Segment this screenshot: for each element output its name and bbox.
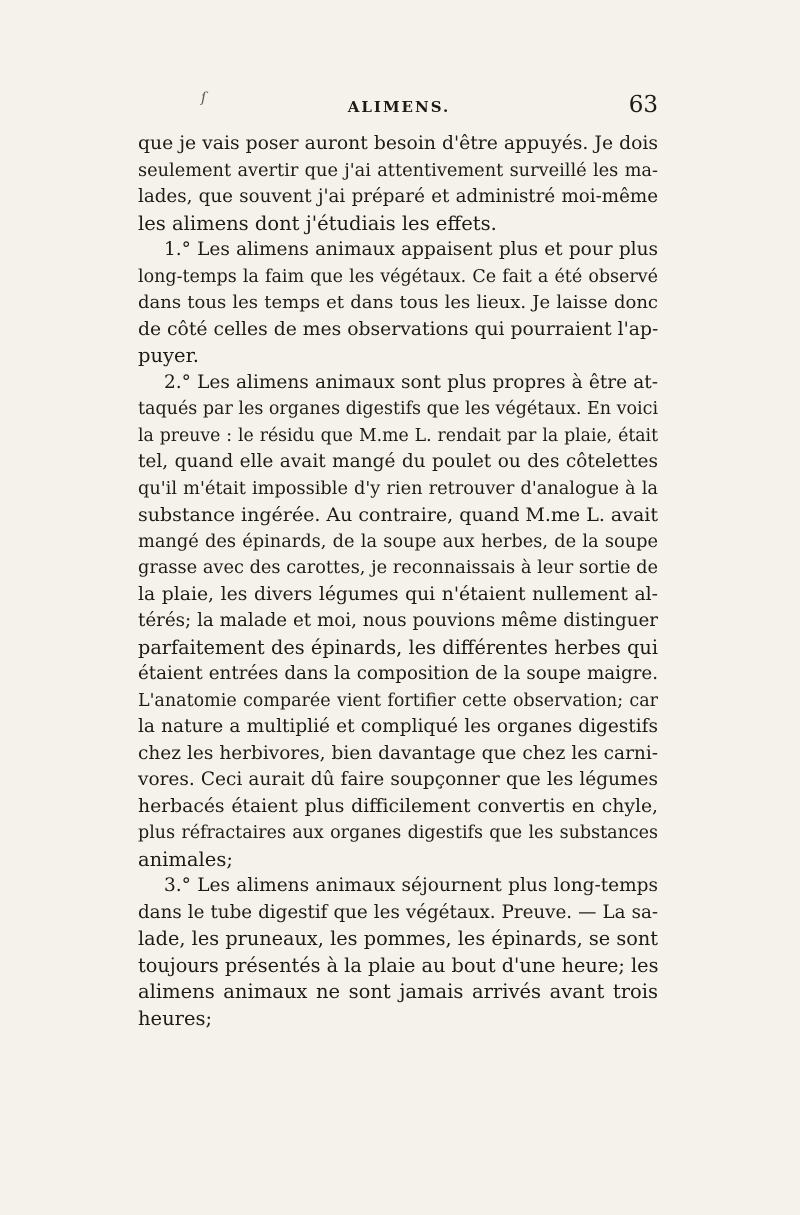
text-line: toujours présentés à la plaie au bout d'une heure; les — [138, 953, 659, 977]
body-text — [138, 131, 658, 1032]
text-line: dans tous les temps et dans tous les lieux. Je laisse donc — [138, 292, 658, 313]
header-mark: ſ — [201, 90, 207, 106]
text-line: parfaitement des épinards, les différentes herbes qui — [138, 635, 658, 659]
text-line: mangé des épinards, de la soupe aux herbes, de la soupe — [138, 531, 658, 552]
text-line: seulement avertir que j'ai attentivement surveillé les ma- — [138, 160, 658, 181]
text-line: taqués par les organes digestifs que les végétaux. En voici — [138, 399, 659, 419]
text-line: animales; — [138, 847, 233, 871]
text-line: long-temps la faim que les végétaux. Ce fait a été observé — [138, 266, 658, 287]
text-line: substance ingérée. Au contraire, quand M.me L. avait — [138, 504, 658, 526]
text-line: tel, quand elle avait mangé du poulet ou des côtelettes — [138, 451, 658, 472]
text-line: 1.° Les alimens animaux appaisent plus et pour plus — [164, 239, 658, 260]
text-line: vores. Ceci aurait dû faire soupçonner que les légumes — [138, 769, 658, 790]
text-line: grasse avec des carottes, je reconnaissais à leur sortie de — [138, 558, 658, 578]
text-line: que je vais poser auront besoin d'être appuyés. Je dois — [138, 133, 658, 154]
running-title: ALIMENS. — [347, 98, 451, 116]
text-line: les alimens dont j'étudiais les effets. — [138, 211, 497, 235]
text-line: qu'il m'était impossible d'y rien retrouver d'analogue à la — [138, 478, 658, 499]
text-line: de côté celles de mes observations qui pourraient l'ap- — [138, 318, 659, 340]
text-line: chez les herbivores, bien davantage que chez les carni- — [138, 742, 658, 764]
text-line: la nature a multiplié et compliqué les organes digestifs — [138, 716, 658, 737]
text-line: lade, les pruneaux, les pommes, les épinards, se sont — [138, 927, 658, 950]
text-line: heures; — [138, 1006, 213, 1030]
text-line: la plaie, les divers légumes qui n'étaient nullement al- — [138, 583, 658, 605]
text-line: plus réfractaires aux organes digestifs que les substances — [138, 823, 658, 843]
text-line: alimens animaux ne sont jamais arrivés avant trois — [138, 980, 658, 1003]
text-line: herbacés étaient plus difficilement convertis en chyle, — [138, 795, 658, 817]
page-number: 63 — [628, 92, 658, 118]
text-line: 2.° Les alimens animaux sont plus propres à être at- — [164, 371, 658, 393]
page-header — [140, 92, 658, 122]
text-line: dans le tube digestif que les végétaux. Preuve. — La sa- — [138, 901, 658, 923]
text-line: lades, que souvent j'ai préparé et administré moi-même — [138, 186, 658, 207]
text-line: 3.° Les alimens animaux séjournent plus long-temps — [164, 875, 658, 896]
text-line: térés; la malade et moi, nous pouvions même distinguer — [138, 610, 658, 631]
text-line: étaient entrées dans la composition de la soupe maigre. — [138, 663, 658, 684]
text-line: puyer. — [138, 344, 199, 367]
text-line: L'anatomie comparée vient fortifier cette observation; car — [138, 690, 658, 711]
text-line: la preuve : le résidu que M.me L. rendait par la plaie, était — [138, 425, 658, 446]
